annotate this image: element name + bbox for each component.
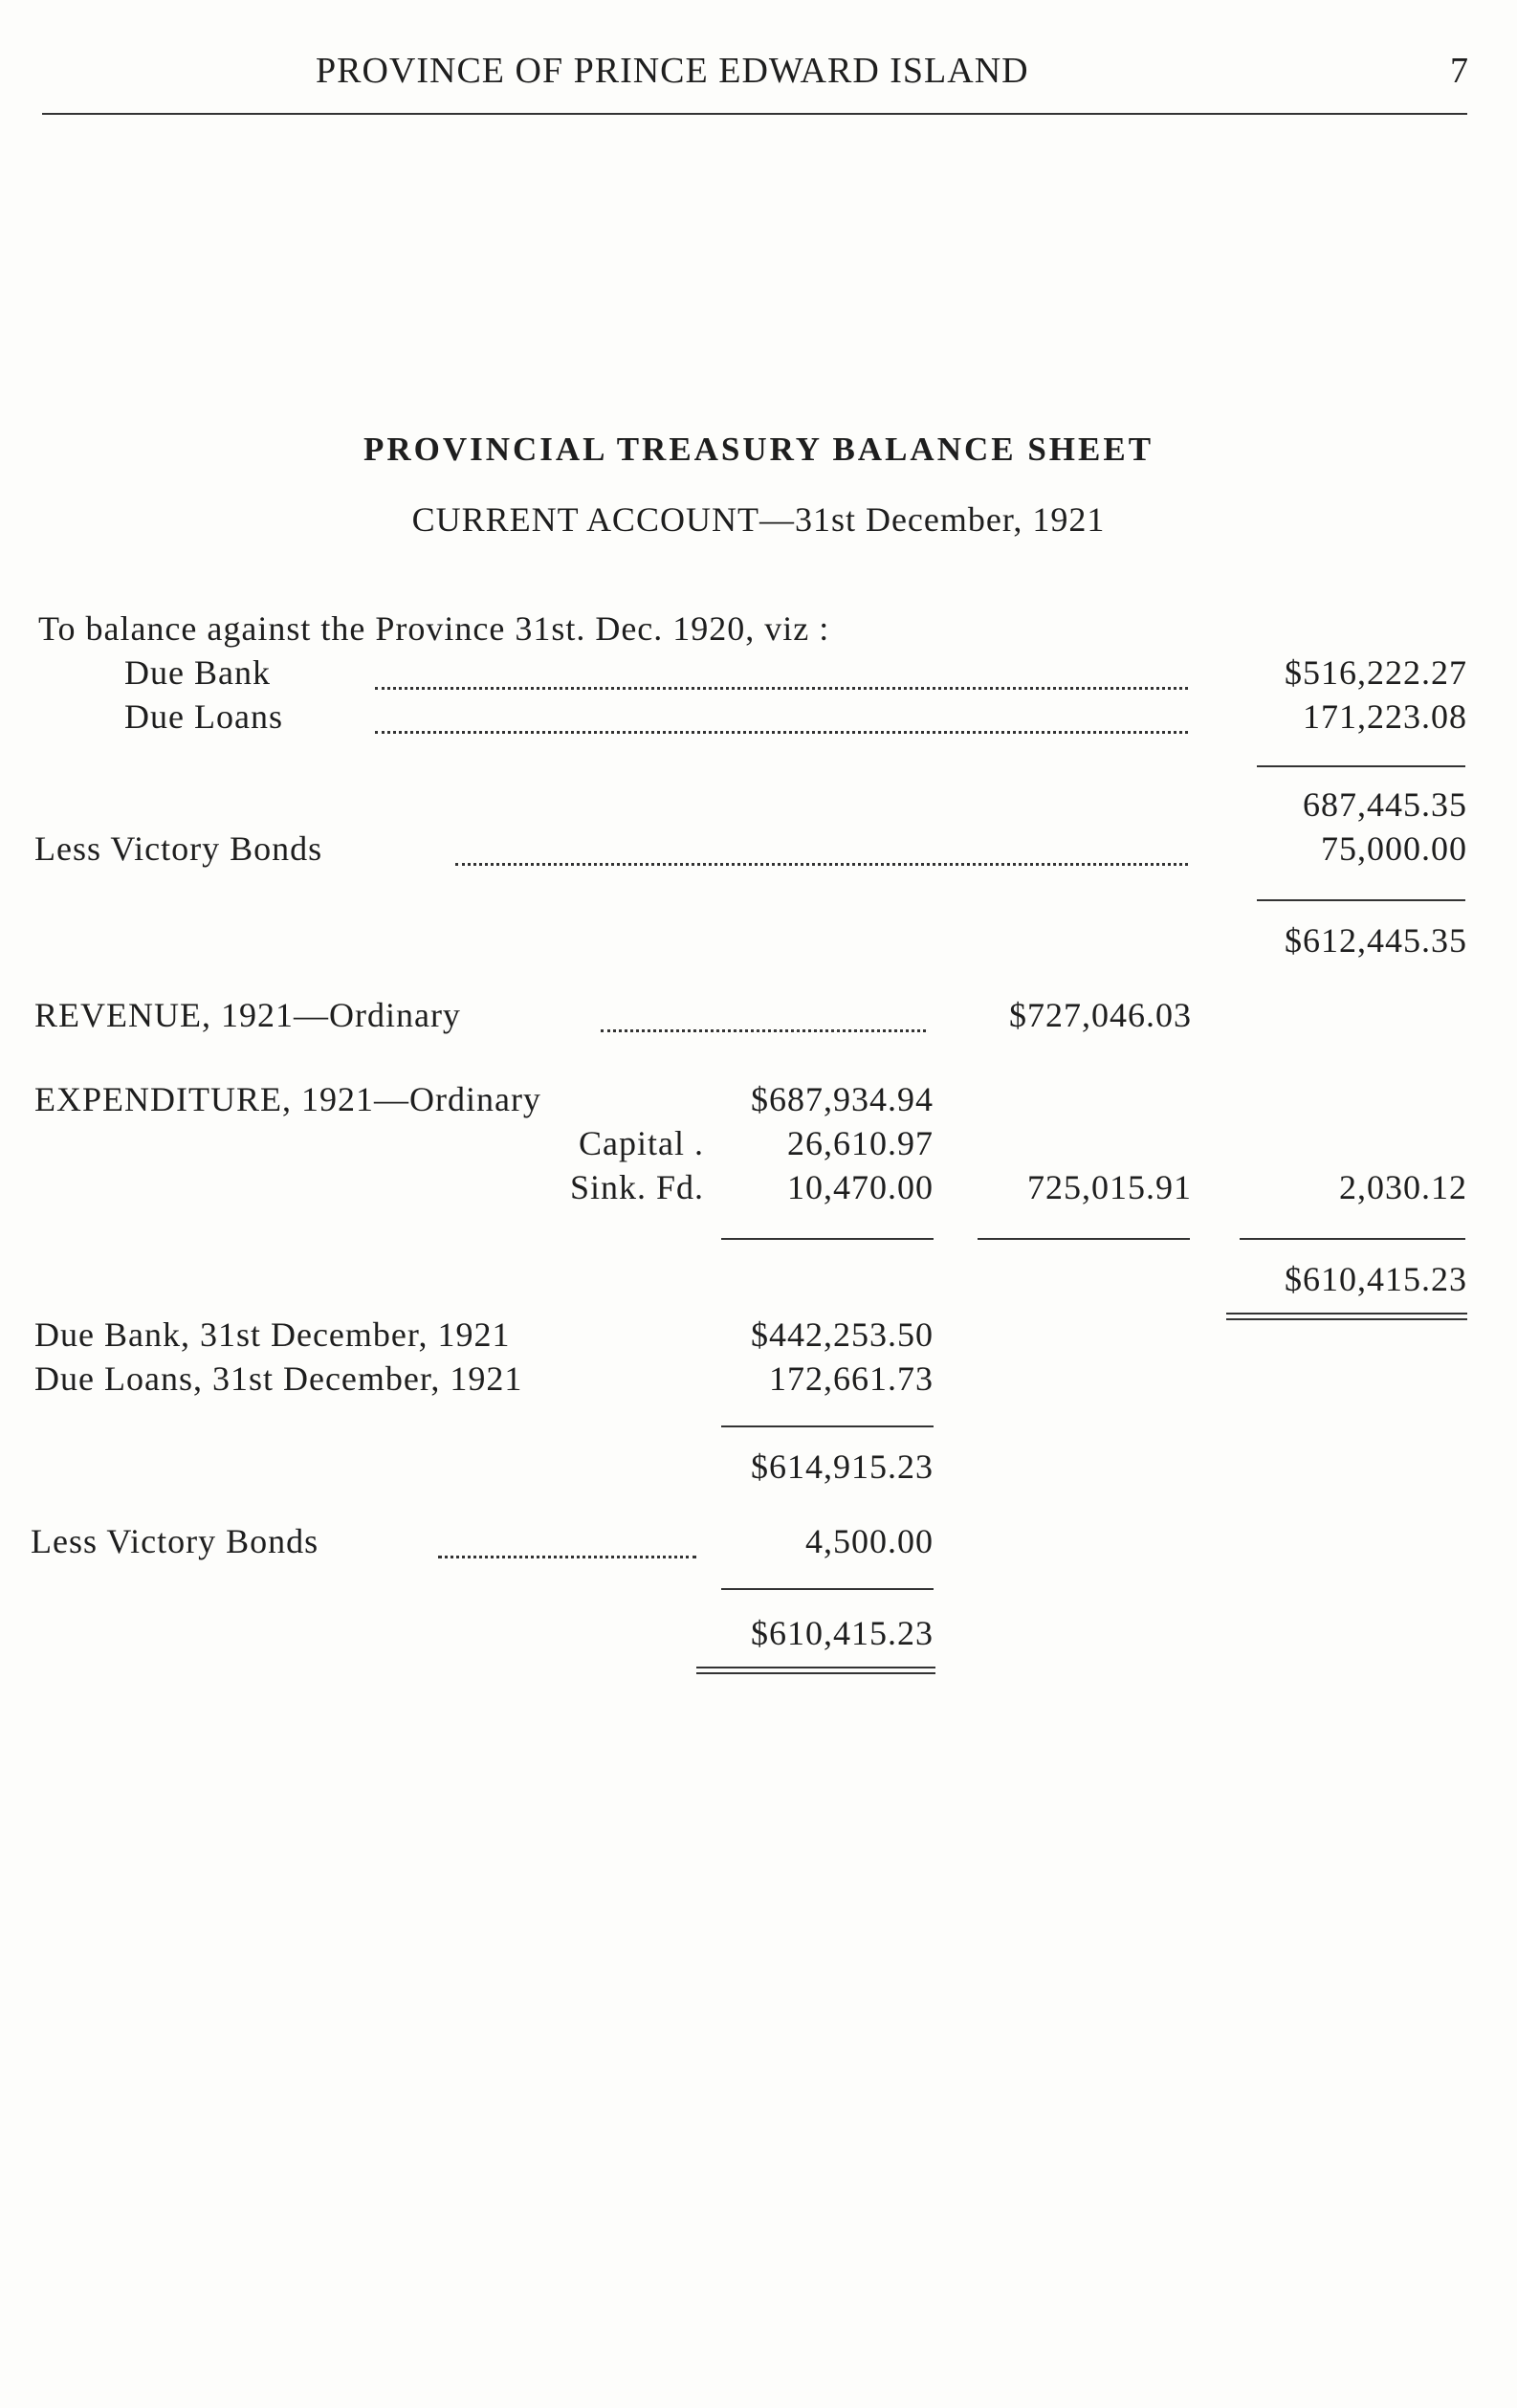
- opening-intro: To balance against the Province 31st. Dec. 1920, viz :: [38, 609, 830, 648]
- expenditure-surplus: 2,030.12: [1339, 1168, 1467, 1206]
- expenditure-capital-label: Capital .: [579, 1124, 704, 1162]
- sum-rule: [721, 1238, 934, 1240]
- opening-due-bank-value: $516,222.27: [1285, 653, 1467, 692]
- expenditure-sink-label: Sink. Fd.: [569, 1168, 704, 1206]
- double-rule: [696, 1667, 935, 1674]
- header-rule: [42, 113, 1467, 115]
- closing-subtotal: $614,915.23: [751, 1447, 934, 1486]
- leader-dots: [455, 863, 1188, 866]
- closing-less-victory-value: 4,500.00: [805, 1522, 934, 1560]
- opening-due-bank-label: Due Bank: [124, 653, 271, 692]
- closing-due-bank-label: Due Bank, 31st December, 1921: [34, 1315, 511, 1354]
- closing-due-bank-value: $442,253.50: [751, 1315, 934, 1354]
- opening-total: $612,445.35: [1285, 921, 1467, 960]
- opening-less-victory-label: Less Victory Bonds: [34, 829, 323, 868]
- leader-dots: [375, 731, 1188, 734]
- leader-dots: [375, 687, 1188, 690]
- opening-due-loans-label: Due Loans: [124, 697, 283, 736]
- revenue-value: $727,046.03: [1009, 996, 1192, 1034]
- expenditure-total: 725,015.91: [1027, 1168, 1192, 1206]
- expenditure-balance: $610,415.23: [1285, 1260, 1467, 1298]
- leader-dots: [601, 1029, 926, 1032]
- sum-rule: [1257, 765, 1465, 767]
- sum-rule: [721, 1425, 934, 1427]
- closing-due-loans-label: Due Loans, 31st December, 1921: [34, 1359, 523, 1398]
- page-subtitle: CURRENT ACCOUNT—31st December, 1921: [411, 500, 1106, 539]
- expenditure-sink-value: 10,470.00: [787, 1168, 934, 1206]
- page-number: 7: [1450, 51, 1469, 91]
- expenditure-label: EXPENDITURE, 1921—Ordinary: [34, 1080, 541, 1118]
- closing-total: $610,415.23: [751, 1614, 934, 1652]
- sum-rule: [721, 1588, 934, 1590]
- opening-due-loans-value: 171,223.08: [1303, 697, 1467, 736]
- expenditure-ordinary-value: $687,934.94: [751, 1080, 934, 1118]
- sum-rule: [1257, 899, 1465, 901]
- revenue-label: REVENUE, 1921—Ordinary: [34, 996, 461, 1034]
- page-title: PROVINCIAL TREASURY BALANCE SHEET: [363, 431, 1154, 468]
- closing-due-loans-value: 172,661.73: [769, 1359, 934, 1398]
- opening-subtotal: 687,445.35: [1303, 785, 1467, 824]
- leader-dots: [438, 1556, 696, 1558]
- sum-rule: [978, 1238, 1190, 1240]
- closing-less-victory-label: Less Victory Bonds: [31, 1522, 319, 1560]
- double-rule: [1226, 1313, 1467, 1320]
- opening-less-victory-value: 75,000.00: [1321, 829, 1467, 868]
- sum-rule: [1240, 1238, 1465, 1240]
- expenditure-capital-value: 26,610.97: [787, 1124, 934, 1162]
- running-title: PROVINCE OF PRINCE EDWARD ISLAND: [316, 51, 1029, 91]
